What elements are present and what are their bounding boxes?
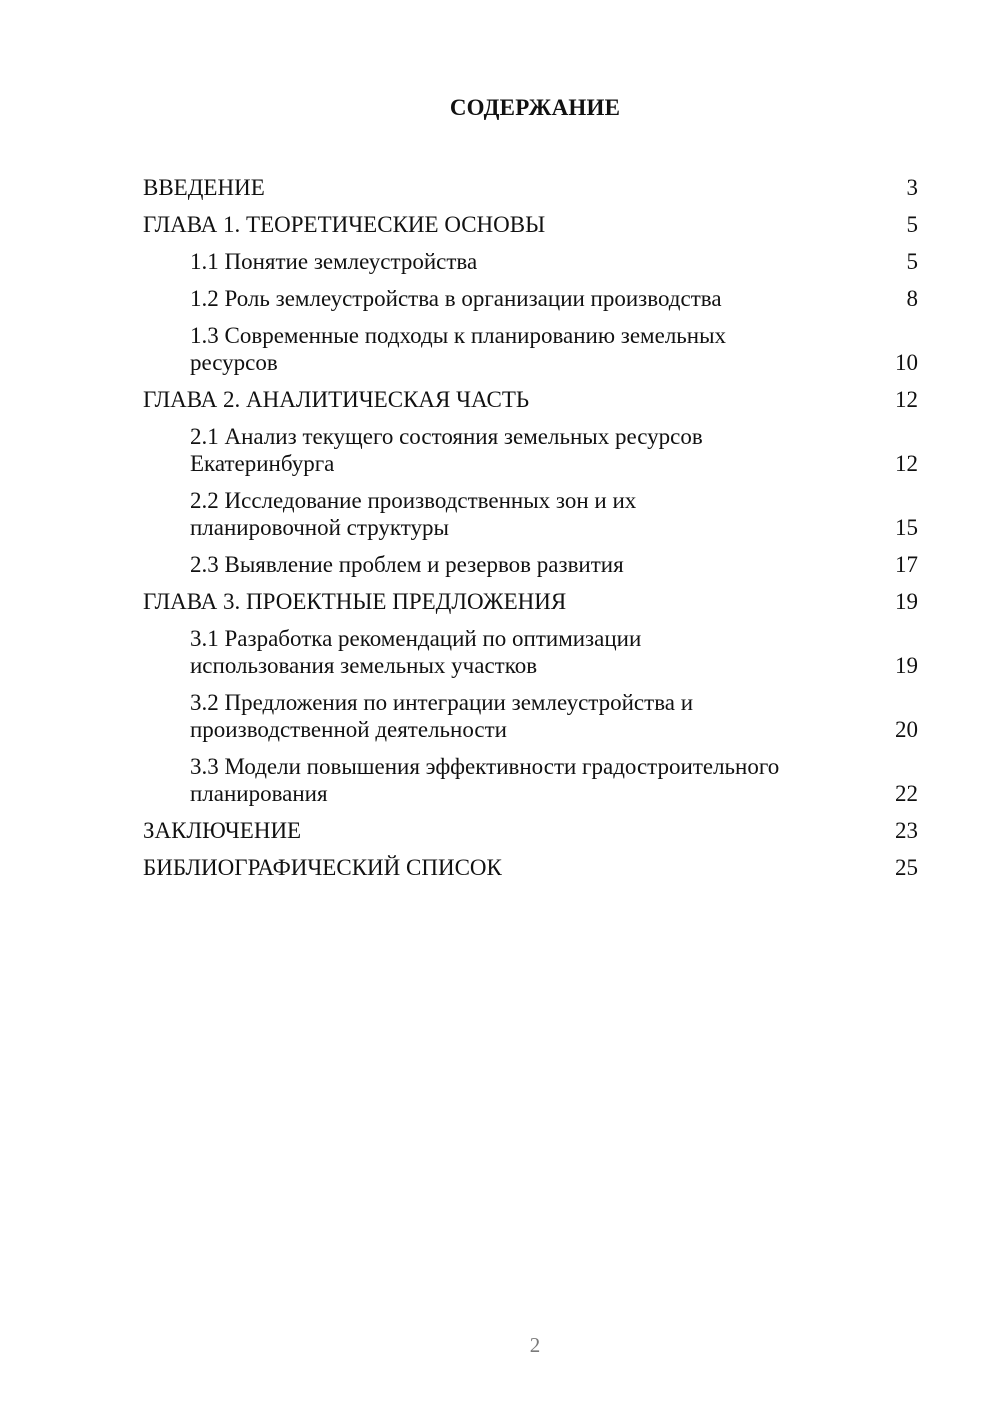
toc-entry-chapter-3[interactable] <box>143 584 918 621</box>
toc-entry-chapter-1[interactable] <box>143 207 918 244</box>
toc-entry-page: 10 <box>895 350 918 375</box>
toc-entry-page: 17 <box>895 552 918 577</box>
toc-entry-page: 5 <box>906 249 918 274</box>
toc-entry-page: 23 <box>895 818 918 843</box>
toc-entry-section-2-2[interactable] <box>143 483 918 547</box>
toc-entry-page: 15 <box>895 515 918 540</box>
toc-entry-text: 3.2 Предложения по интеграции землеустройства и производственной деятельности <box>190 690 694 742</box>
toc-entry-text: 3.3 Модели повышения эффективности градостроительного планирования <box>190 754 780 806</box>
toc-entry-text: ВВЕДЕНИЕ <box>143 175 265 200</box>
toc-entry-page: 20 <box>895 717 918 742</box>
toc-entry-text: БИБЛИОГРАФИЧЕСКИЙ СПИСОК <box>143 855 502 880</box>
toc-entry-section-3-1[interactable] <box>143 621 918 685</box>
toc-entry-section-2-1[interactable] <box>143 419 918 483</box>
toc-entry-text: 1.2 Роль землеустройства в организации производства <box>190 286 722 311</box>
toc-entry-text: 2.3 Выявление проблем и резервов развития <box>190 552 624 577</box>
toc-entry-page: 12 <box>895 387 918 412</box>
toc-entry-text: 1.3 Современные подходы к планированию земельных ресурсов <box>190 323 727 375</box>
toc-entry-page: 22 <box>895 781 918 806</box>
toc-entry-introduction[interactable] <box>143 170 918 207</box>
toc-entry-section-1-3[interactable] <box>143 318 918 382</box>
toc-entry-page: 19 <box>895 653 918 678</box>
toc-entry-page: 25 <box>895 855 918 880</box>
toc-entry-page: 19 <box>895 589 918 614</box>
toc-entry-text: ЗАКЛЮЧЕНИЕ <box>143 818 302 843</box>
toc-entry-page: 12 <box>895 451 918 476</box>
toc-entry-bibliography[interactable] <box>143 850 918 887</box>
toc-entry-section-3-3[interactable] <box>143 749 918 813</box>
toc-entry-text: 3.1 Разработка рекомендаций по оптимизации использования земельных участков <box>190 626 642 678</box>
page-title: СОДЕРЖАНИЕ <box>449 95 621 120</box>
toc-entry-text: ГЛАВА 2. АНАЛИТИЧЕСКАЯ ЧАСТЬ <box>143 387 530 412</box>
toc-entry-text: 2.1 Анализ текущего состояния земельных ресурсов Екатеринбурга <box>190 424 703 476</box>
toc-entry-page: 5 <box>906 212 918 237</box>
toc-entry-page: 8 <box>906 286 918 311</box>
toc-entry-text: 2.2 Исследование производственных зон и их планировочной структуры <box>190 488 637 540</box>
toc-entry-text: ГЛАВА 1. ТЕОРЕТИЧЕСКИЕ ОСНОВЫ <box>143 212 546 237</box>
toc-entry-section-2-3[interactable] <box>143 547 918 584</box>
toc-entry-conclusion[interactable] <box>143 813 918 850</box>
page-number: 2 <box>529 1333 541 1357</box>
toc-entry-section-3-2[interactable] <box>143 685 918 749</box>
toc-entry-section-1-1[interactable] <box>143 244 918 281</box>
toc-entry-chapter-2[interactable] <box>143 382 918 419</box>
toc-entry-page: 3 <box>906 175 918 200</box>
toc-entry-section-1-2[interactable] <box>143 281 918 318</box>
table-of-contents <box>143 170 918 887</box>
toc-entry-text: 1.1 Понятие землеустройства <box>190 249 478 274</box>
toc-entry-text: ГЛАВА 3. ПРОЕКТНЫЕ ПРЕДЛОЖЕНИЯ <box>143 589 567 614</box>
